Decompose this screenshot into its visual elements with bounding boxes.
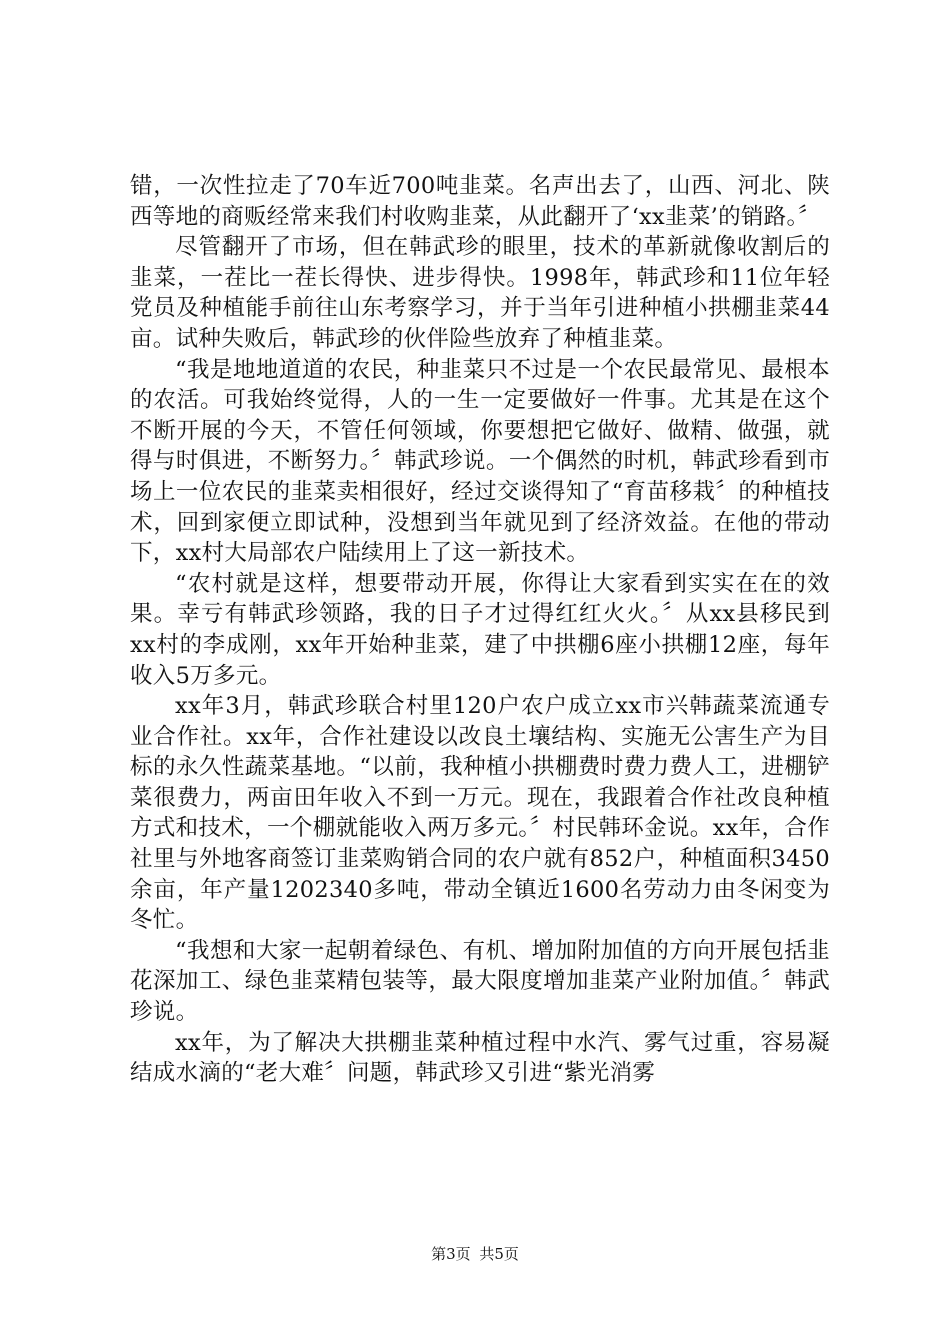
paragraph-6: “我想和大家一起朝着绿色、有机、增加附加值的方向开展包括韭花深加工、绿色韭菜精包装等，最大限度增加韭菜产业附加值。〞韩武珍说。 (130, 937, 830, 1026)
page-footer (0, 1244, 950, 1264)
document-body (130, 171, 830, 1089)
paragraph-5: xx年3月，韩武珍联合村里120户农户成立xx市兴韩蔬菜流通专业合作社。xx年，合作社建设以改良土壤结构、实施无公害生产为目标的永久性蔬菜基地。“以前，我种植小拱棚费时费力费人工，进棚铲菜很费力，两亩田年收入不到一万元。现在，我跟着合作社改良种植方式和技术，一个棚就能收入两万多元。〞村民韩环金说。xx年，合作社里与外地客商签订韭菜购销合同的农户就有852户，种植面积3450余亩，年产量1202340多吨，带动全镇近1600名劳动力由冬闲变为冬忙。 (130, 693, 830, 934)
page-number: 第3页 (431, 1245, 471, 1263)
paragraph-7: xx年，为了解决大拱棚韭菜种植过程中水汽、雾气过重，容易凝结成水滴的“老大难〞问题，韩武珍又引进“紫光消雾 (130, 1029, 830, 1087)
paragraph-1: 错，一次性拉走了70车近700吨韭菜。名声出去了，山西、河北、陕西等地的商贩经常来我们村收购韭菜，从此翻开了‘xx韭菜’的销路。〞 (130, 173, 830, 230)
paragraph-3: “我是地地道道的农民，种韭菜只不过是一个农民最常见、最根本的农活。可我始终觉得，人的一生一定要做好一件事。尤其是在这个不断开展的今天，不管任何领域，你要想把它做好、做精、做强，就得与时俱进，不断努力。〞韩武珍说。一个偶然的时机，韩武珍看到市场上一位农民的韭菜卖相很好，经过交谈得知了“育苗移栽〞的种植技术，回到家便立即试种，没想到当年就见到了经济效益。在他的带动下，xx村大局部农户陆续用上了这一新技术。 (130, 356, 830, 567)
page-total: 共5页 (479, 1245, 519, 1263)
paragraph-4: “农村就是这样，想要带动开展，你得让大家看到实实在在的效果。幸亏有韩武珍领路，我的日子才过得红红火火。〞从xx县移民到xx村的李成刚，xx年开始种韭菜，建了中拱棚6座小拱棚12座，每年收入5万多元。 (130, 570, 830, 689)
paragraph-2: 尽管翻开了市场，但在韩武珍的眼里，技术的革新就像收割后的韭菜，一茬比一茬长得快、进步得快。1998年，韩武珍和11位年轻党员及种植能手前往山东考察学习，并于当年引进种植小拱棚韭菜44亩。试种失败后，韩武珍的伙伴险些放弃了种植韭菜。 (130, 234, 830, 352)
